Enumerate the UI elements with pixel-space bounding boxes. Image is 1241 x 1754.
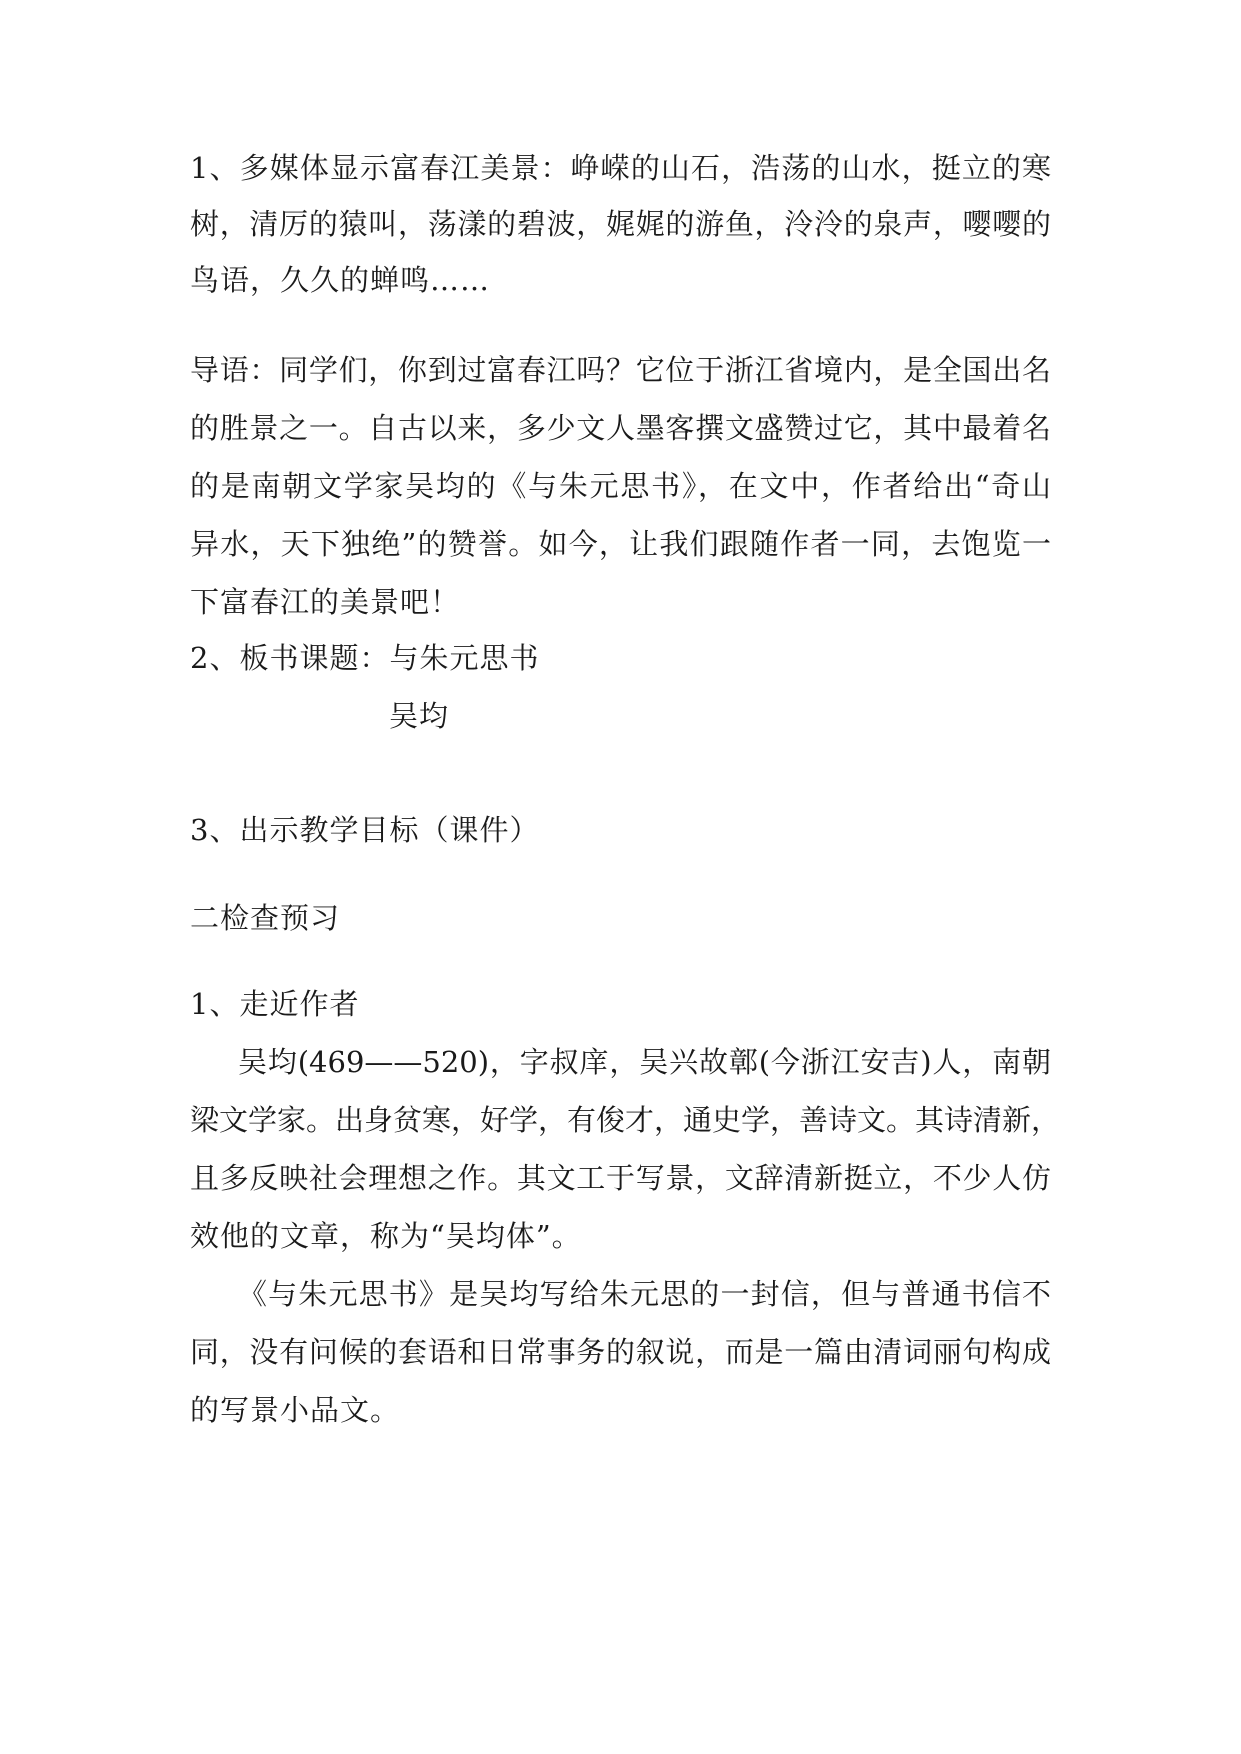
board-title-line: 2、板书课题：与朱元思书 [190, 641, 540, 675]
board-author-line: 吴均 [389, 699, 450, 733]
intro-line-3: 的是南朝文学家吴均的《与朱元思书》，在文中，作者给出“奇山 [190, 469, 1051, 503]
author-bio-line-2: 梁文学家。出身贫寒，好学，有俊才，通史学，善诗文。其诗清新， [190, 1103, 1061, 1137]
letter-intro-line-2: 同，没有问候的套语和日常事务的叙说，而是一篇由清词丽句构成 [190, 1335, 1051, 1369]
paragraph-1-line-1: 1、多媒体显示富春江美景：峥嵘的山石，浩荡的山水，挺立的寒 [190, 151, 1051, 185]
intro-line-2: 的胜景之一。自古以来，多少文人墨客撰文盛赞过它，其中最着名 [190, 411, 1051, 445]
section-heading-preview: 二检查预习 [190, 901, 341, 935]
paragraph-1-line-3: 鸟语，久久的蝉鸣…… [190, 263, 491, 297]
paragraph-1-line-2: 树，清厉的猿叫，荡漾的碧波，娓娓的游鱼，泠泠的泉声，嘤嘤的 [190, 207, 1051, 241]
author-bio-line-4: 效他的文章，称为“吴均体”。 [190, 1219, 582, 1253]
objectives-line: 3、出示教学目标（课件） [190, 813, 540, 847]
author-bio-line-1: 吴均(469——520)，字叔庠，吴兴故鄣(今浙江安吉)人，南朝 [238, 1045, 1051, 1079]
author-heading: 1、走近作者 [190, 987, 360, 1021]
letter-intro-line-1: 《与朱元思书》是吴均写给朱元思的一封信，但与普通书信不 [238, 1277, 1051, 1311]
intro-line-5: 下富春江的美景吧！ [190, 585, 461, 619]
author-bio-line-3: 且多反映社会理想之作。其文工于写景，文辞清新挺立，不少人仿 [190, 1161, 1051, 1195]
intro-line-1: 导语：同学们，你到过富春江吗？它位于浙江省境内，是全国出名 [190, 353, 1051, 387]
letter-intro-line-3: 的写景小品文。 [190, 1393, 401, 1427]
intro-line-4: 异水，天下独绝”的赞誉。如今，让我们跟随作者一同，去饱览一 [190, 527, 1051, 561]
